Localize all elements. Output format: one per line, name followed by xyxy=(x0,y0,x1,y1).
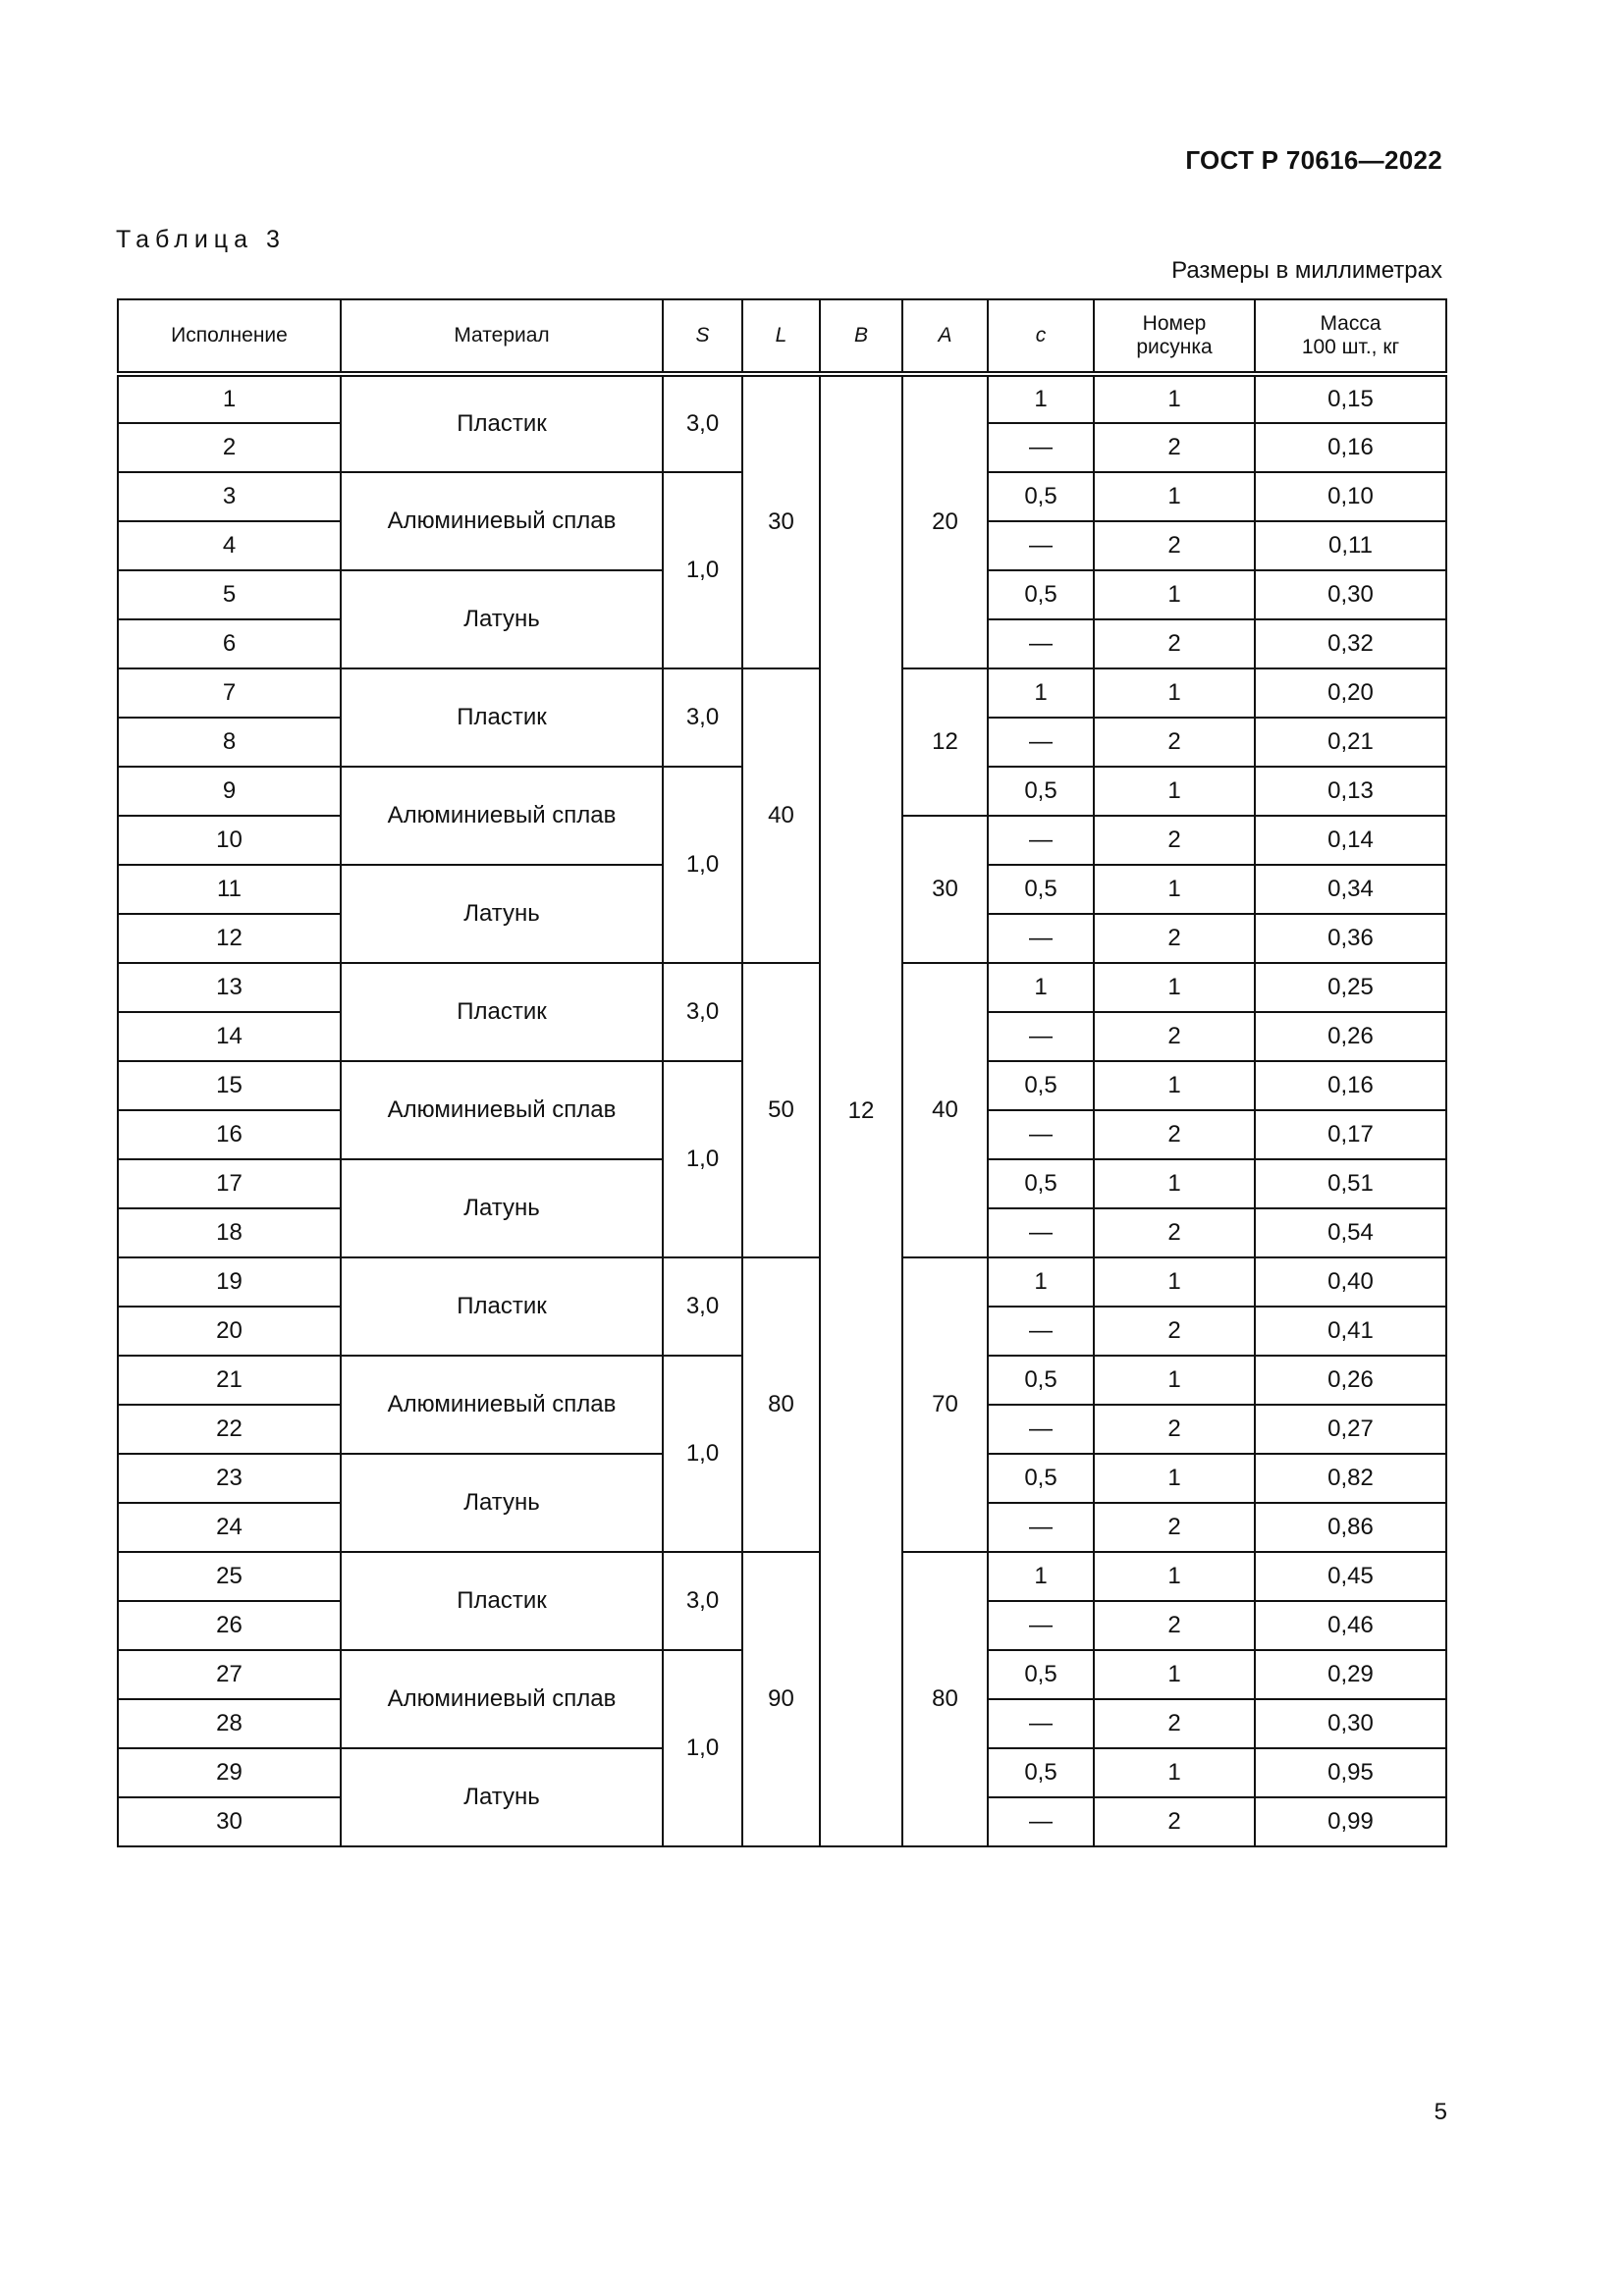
a-value-cell: 70 xyxy=(902,1257,988,1552)
figure-number-cell: 2 xyxy=(1094,1012,1255,1061)
variant-number-cell: 1 xyxy=(118,374,341,423)
table-body xyxy=(118,374,1446,1846)
material-cell: Алюминиевый сплав xyxy=(341,767,663,865)
variant-number-cell: 5 xyxy=(118,570,341,619)
variant-number-cell: 10 xyxy=(118,816,341,865)
mass-cell: 0,16 xyxy=(1255,423,1446,472)
table-row xyxy=(118,1552,1446,1601)
mass-cell: 0,17 xyxy=(1255,1110,1446,1159)
mass-cell: 0,25 xyxy=(1255,963,1446,1012)
col-header-figure-number xyxy=(1094,299,1255,374)
figure-number-cell: 2 xyxy=(1094,423,1255,472)
table-row xyxy=(118,374,1446,423)
variant-number-cell: 7 xyxy=(118,668,341,718)
material-cell: Латунь xyxy=(341,1454,663,1552)
variant-number-cell: 27 xyxy=(118,1650,341,1699)
material-cell: Алюминиевый сплав xyxy=(341,1356,663,1454)
figure-number-cell: 1 xyxy=(1094,1650,1255,1699)
material-cell: Алюминиевый сплав xyxy=(341,1650,663,1748)
figure-number-cell: 2 xyxy=(1094,1208,1255,1257)
a-value-cell: 40 xyxy=(902,963,988,1257)
c-value-cell: — xyxy=(988,1503,1094,1552)
figure-number-cell: 1 xyxy=(1094,963,1255,1012)
c-value-cell: 0,5 xyxy=(988,1748,1094,1797)
figure-number-cell: 1 xyxy=(1094,668,1255,718)
c-value-cell: — xyxy=(988,1405,1094,1454)
mass-cell: 0,30 xyxy=(1255,1699,1446,1748)
c-value-cell: 1 xyxy=(988,1257,1094,1307)
variant-number-cell: 18 xyxy=(118,1208,341,1257)
variant-number-cell: 2 xyxy=(118,423,341,472)
units-note: Размеры в миллиметрах xyxy=(1171,257,1442,284)
variant-number-cell: 16 xyxy=(118,1110,341,1159)
variant-number-cell: 20 xyxy=(118,1307,341,1356)
l-value-cell: 80 xyxy=(742,1257,820,1552)
figure-number-cell: 2 xyxy=(1094,1503,1255,1552)
col-header-variant: Исполнение xyxy=(118,299,341,374)
c-value-cell: — xyxy=(988,1110,1094,1159)
col-header-l: L xyxy=(742,299,820,374)
figure-number-cell: 1 xyxy=(1094,865,1255,914)
figure-number-cell: 1 xyxy=(1094,1061,1255,1110)
c-value-cell: 0,5 xyxy=(988,472,1094,521)
table-row xyxy=(118,963,1446,1012)
material-cell: Латунь xyxy=(341,570,663,668)
document-code: ГОСТ Р 70616—2022 xyxy=(1185,145,1442,175)
c-value-cell: — xyxy=(988,1208,1094,1257)
variant-number-cell: 13 xyxy=(118,963,341,1012)
mass-cell: 0,34 xyxy=(1255,865,1446,914)
variant-number-cell: 12 xyxy=(118,914,341,963)
material-cell: Пластик xyxy=(341,1552,663,1650)
variant-number-cell: 22 xyxy=(118,1405,341,1454)
figure-number-cell: 2 xyxy=(1094,1699,1255,1748)
c-value-cell: — xyxy=(988,1012,1094,1061)
figure-number-cell: 1 xyxy=(1094,767,1255,816)
c-value-cell: 1 xyxy=(988,374,1094,423)
table-header-row xyxy=(118,299,1446,374)
figure-number-cell: 1 xyxy=(1094,1356,1255,1405)
figure-number-cell: 1 xyxy=(1094,1748,1255,1797)
figure-number-cell: 2 xyxy=(1094,1405,1255,1454)
s-value-cell: 1,0 xyxy=(663,767,742,963)
c-value-cell: 1 xyxy=(988,668,1094,718)
c-value-cell: — xyxy=(988,1699,1094,1748)
mass-cell: 0,15 xyxy=(1255,374,1446,423)
figure-number-cell: 2 xyxy=(1094,1601,1255,1650)
mass-cell: 0,26 xyxy=(1255,1012,1446,1061)
variant-number-cell: 17 xyxy=(118,1159,341,1208)
variant-number-cell: 25 xyxy=(118,1552,341,1601)
variant-number-cell: 21 xyxy=(118,1356,341,1405)
c-value-cell: 0,5 xyxy=(988,865,1094,914)
material-cell: Алюминиевый сплав xyxy=(341,1061,663,1159)
material-cell: Пластик xyxy=(341,374,663,472)
variant-number-cell: 4 xyxy=(118,521,341,570)
material-cell: Пластик xyxy=(341,963,663,1061)
a-value-cell: 80 xyxy=(902,1552,988,1846)
variant-number-cell: 3 xyxy=(118,472,341,521)
variant-number-cell: 29 xyxy=(118,1748,341,1797)
material-cell: Латунь xyxy=(341,1159,663,1257)
material-cell: Пластик xyxy=(341,668,663,767)
l-value-cell: 40 xyxy=(742,668,820,963)
table-caption: Таблица 3 xyxy=(116,226,286,253)
mass-cell: 0,29 xyxy=(1255,1650,1446,1699)
col-header-c: c xyxy=(988,299,1094,374)
material-cell: Латунь xyxy=(341,1748,663,1846)
mass-cell: 0,41 xyxy=(1255,1307,1446,1356)
mass-cell: 0,27 xyxy=(1255,1405,1446,1454)
mass-cell: 0,26 xyxy=(1255,1356,1446,1405)
mass-cell: 0,95 xyxy=(1255,1748,1446,1797)
c-value-cell: 0,5 xyxy=(988,1356,1094,1405)
variant-number-cell: 23 xyxy=(118,1454,341,1503)
col-header-s: S xyxy=(663,299,742,374)
figure-number-cell: 1 xyxy=(1094,1257,1255,1307)
variant-number-cell: 11 xyxy=(118,865,341,914)
s-value-cell: 1,0 xyxy=(663,472,742,668)
a-value-cell: 12 xyxy=(902,668,988,816)
c-value-cell: — xyxy=(988,816,1094,865)
a-value-cell: 20 xyxy=(902,374,988,668)
variant-number-cell: 19 xyxy=(118,1257,341,1307)
col-header-material: Материал xyxy=(341,299,663,374)
figure-header-line2: рисунка xyxy=(1136,336,1213,358)
figure-number-cell: 2 xyxy=(1094,1797,1255,1846)
material-cell: Алюминиевый сплав xyxy=(341,472,663,570)
s-value-cell: 3,0 xyxy=(663,963,742,1061)
mass-cell: 0,30 xyxy=(1255,570,1446,619)
figure-number-cell: 1 xyxy=(1094,1552,1255,1601)
figure-number-cell: 2 xyxy=(1094,816,1255,865)
mass-cell: 0,45 xyxy=(1255,1552,1446,1601)
mass-cell: 0,10 xyxy=(1255,472,1446,521)
c-value-cell: 0,5 xyxy=(988,767,1094,816)
c-value-cell: — xyxy=(988,423,1094,472)
mass-cell: 0,54 xyxy=(1255,1208,1446,1257)
figure-number-cell: 1 xyxy=(1094,472,1255,521)
figure-number-cell: 2 xyxy=(1094,619,1255,668)
s-value-cell: 3,0 xyxy=(663,668,742,767)
variant-number-cell: 26 xyxy=(118,1601,341,1650)
variant-number-cell: 8 xyxy=(118,718,341,767)
figure-number-cell: 2 xyxy=(1094,1110,1255,1159)
mass-header-line2: 100 шт., кг xyxy=(1301,336,1400,358)
dimensions-table xyxy=(117,298,1447,1847)
figure-number-cell: 1 xyxy=(1094,1159,1255,1208)
c-value-cell: 1 xyxy=(988,1552,1094,1601)
mass-header-line1: Масса xyxy=(1320,312,1381,335)
variant-number-cell: 28 xyxy=(118,1699,341,1748)
figure-number-cell: 1 xyxy=(1094,374,1255,423)
variant-number-cell: 15 xyxy=(118,1061,341,1110)
s-value-cell: 3,0 xyxy=(663,374,742,472)
mass-cell: 0,51 xyxy=(1255,1159,1446,1208)
c-value-cell: — xyxy=(988,619,1094,668)
c-value-cell: — xyxy=(988,521,1094,570)
figure-number-cell: 2 xyxy=(1094,914,1255,963)
c-value-cell: 0,5 xyxy=(988,1061,1094,1110)
c-value-cell: — xyxy=(988,1601,1094,1650)
c-value-cell: 0,5 xyxy=(988,1159,1094,1208)
mass-cell: 0,99 xyxy=(1255,1797,1446,1846)
figure-number-cell: 2 xyxy=(1094,718,1255,767)
material-cell: Латунь xyxy=(341,865,663,963)
a-value-cell: 30 xyxy=(902,816,988,963)
variant-number-cell: 24 xyxy=(118,1503,341,1552)
table-row xyxy=(118,668,1446,718)
l-value-cell: 50 xyxy=(742,963,820,1257)
s-value-cell: 1,0 xyxy=(663,1650,742,1846)
mass-cell: 0,46 xyxy=(1255,1601,1446,1650)
c-value-cell: 0,5 xyxy=(988,570,1094,619)
mass-cell: 0,16 xyxy=(1255,1061,1446,1110)
c-value-cell: 0,5 xyxy=(988,1650,1094,1699)
figure-number-cell: 2 xyxy=(1094,521,1255,570)
c-value-cell: — xyxy=(988,1797,1094,1846)
mass-cell: 0,86 xyxy=(1255,1503,1446,1552)
page-number: 5 xyxy=(1434,2099,1447,2125)
s-value-cell: 1,0 xyxy=(663,1061,742,1257)
figure-number-cell: 1 xyxy=(1094,1454,1255,1503)
l-value-cell: 30 xyxy=(742,374,820,668)
col-header-mass xyxy=(1255,299,1446,374)
s-value-cell: 1,0 xyxy=(663,1356,742,1552)
mass-cell: 0,20 xyxy=(1255,668,1446,718)
mass-cell: 0,32 xyxy=(1255,619,1446,668)
mass-cell: 0,13 xyxy=(1255,767,1446,816)
variant-number-cell: 14 xyxy=(118,1012,341,1061)
figure-number-cell: 2 xyxy=(1094,1307,1255,1356)
col-header-a: A xyxy=(902,299,988,374)
s-value-cell: 3,0 xyxy=(663,1257,742,1356)
table-row xyxy=(118,1257,1446,1307)
b-value-cell: 12 xyxy=(820,374,902,1846)
s-value-cell: 3,0 xyxy=(663,1552,742,1650)
c-value-cell: — xyxy=(988,718,1094,767)
c-value-cell: — xyxy=(988,914,1094,963)
variant-number-cell: 6 xyxy=(118,619,341,668)
figure-header-line1: Номер xyxy=(1142,312,1207,335)
col-header-b: B xyxy=(820,299,902,374)
mass-cell: 0,40 xyxy=(1255,1257,1446,1307)
c-value-cell: 0,5 xyxy=(988,1454,1094,1503)
figure-number-cell: 1 xyxy=(1094,570,1255,619)
mass-cell: 0,36 xyxy=(1255,914,1446,963)
variant-number-cell: 30 xyxy=(118,1797,341,1846)
l-value-cell: 90 xyxy=(742,1552,820,1846)
c-value-cell: — xyxy=(988,1307,1094,1356)
mass-cell: 0,14 xyxy=(1255,816,1446,865)
mass-cell: 0,21 xyxy=(1255,718,1446,767)
mass-cell: 0,82 xyxy=(1255,1454,1446,1503)
variant-number-cell: 9 xyxy=(118,767,341,816)
c-value-cell: 1 xyxy=(988,963,1094,1012)
mass-cell: 0,11 xyxy=(1255,521,1446,570)
material-cell: Пластик xyxy=(341,1257,663,1356)
